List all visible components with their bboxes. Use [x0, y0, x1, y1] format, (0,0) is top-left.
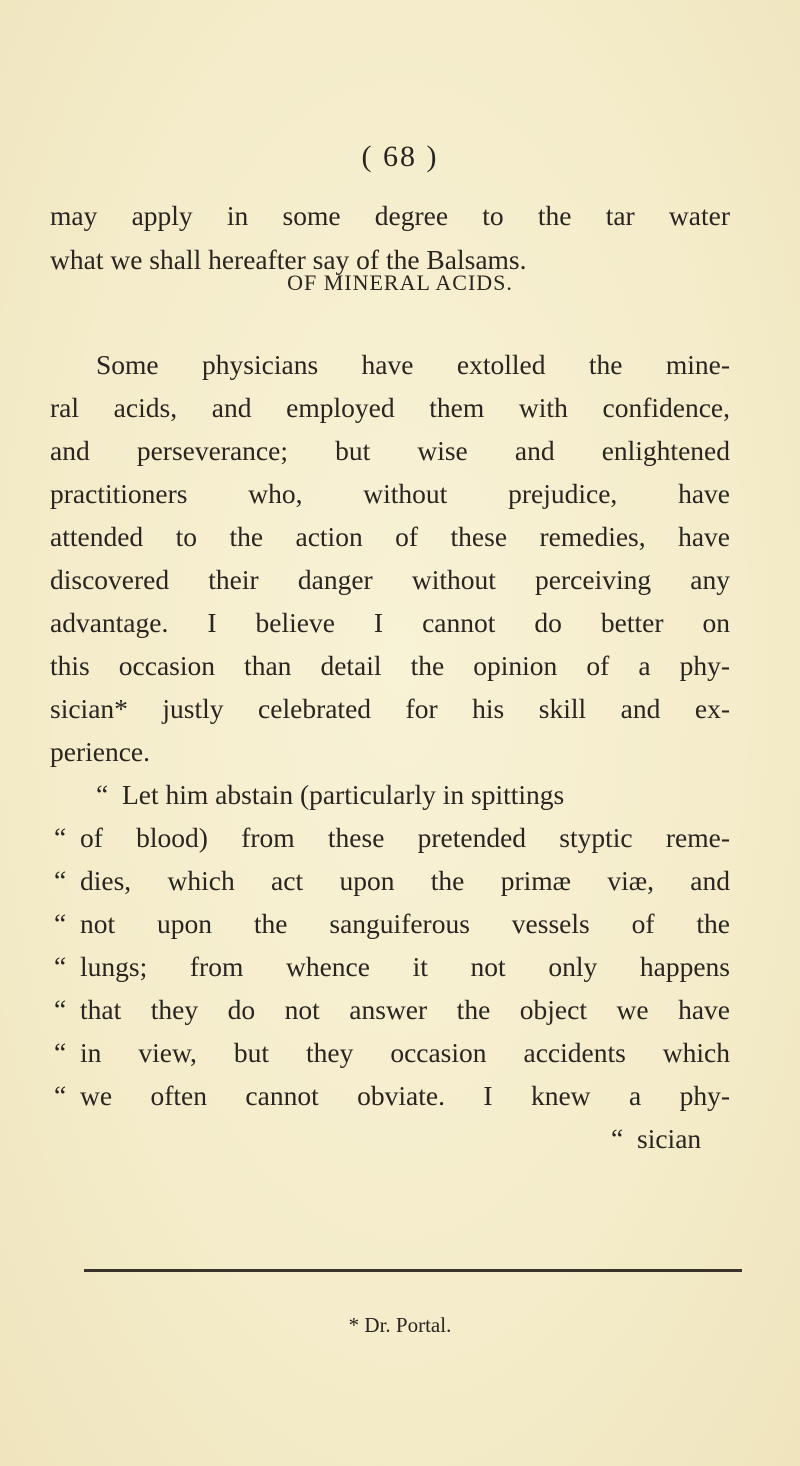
quote-text: dies, which act upon the primæ viæ, and	[80, 865, 730, 896]
quote-text: that they do not answer the object we have	[80, 994, 730, 1025]
quote-mark: “	[54, 908, 67, 939]
section-heading: OF MINERAL ACIDS.	[287, 270, 513, 295]
text-line-para-2: ral acids, and employed them with confidence,	[50, 392, 730, 423]
quote-text: we often cannot obviate. I knew a phy-	[80, 1080, 730, 1111]
text-line-intro-2: what we shall hereafter say of the Balsams.	[50, 244, 527, 275]
quote-text: of blood) from these pretended styptic reme-	[80, 822, 730, 853]
quote-mark: “	[54, 951, 67, 982]
text-line-para-4: practitioners who, without prejudice, have	[50, 478, 730, 509]
footnote-rule	[84, 1269, 742, 1272]
footnote: * Dr. Portal.	[348, 1313, 452, 1337]
text-line-para-6: discovered their danger without perceiving any	[50, 564, 730, 595]
quote-line-4	[54, 904, 730, 944]
text-line-para-9: sician* justly celebrated for his skill and ex-	[50, 693, 730, 724]
quote-text: lungs; from whence it not only happens	[80, 951, 730, 982]
quote-mark: “	[54, 1037, 67, 1068]
quote-line-7	[54, 1033, 730, 1073]
text-line-intro-1: may apply in some degree to the tar water	[50, 200, 730, 231]
text-line-para-7: advantage. I believe I cannot do better on	[50, 607, 730, 638]
catchword-text: sician	[637, 1123, 702, 1154]
text-line-para-10: perience.	[50, 736, 150, 767]
text-line-para-8: this occasion than detail the opinion of a phy-	[50, 650, 730, 681]
quote-mark: “	[54, 822, 67, 853]
quote-line-6	[54, 990, 730, 1030]
quote-line-5	[54, 947, 730, 987]
quote-line-2	[54, 818, 730, 858]
quote-mark: “	[54, 994, 67, 1025]
quote-text: in view, but they occasion accidents which	[80, 1037, 730, 1068]
quote-mark: “	[54, 865, 67, 896]
text-line-para-5: attended to the action of these remedies, have	[50, 521, 730, 552]
quote-line-8	[54, 1076, 730, 1116]
quote-mark: “	[611, 1123, 624, 1154]
quote-text: Let him abstain (particularly in spittings	[122, 779, 565, 810]
quote-text: not upon the sanguiferous vessels of the	[80, 908, 730, 939]
quote-line-3	[54, 861, 730, 901]
quote-mark: “	[54, 1080, 67, 1111]
quote-mark: “	[96, 779, 109, 810]
text-line-para-3: and perseverance; but wise and enlightened	[50, 435, 730, 466]
catchword	[611, 1119, 701, 1159]
page-number: ( 68 )	[361, 140, 439, 173]
text-line-para-1: Some physicians have extolled the mine-	[96, 349, 730, 380]
quote-line-1	[96, 775, 564, 815]
